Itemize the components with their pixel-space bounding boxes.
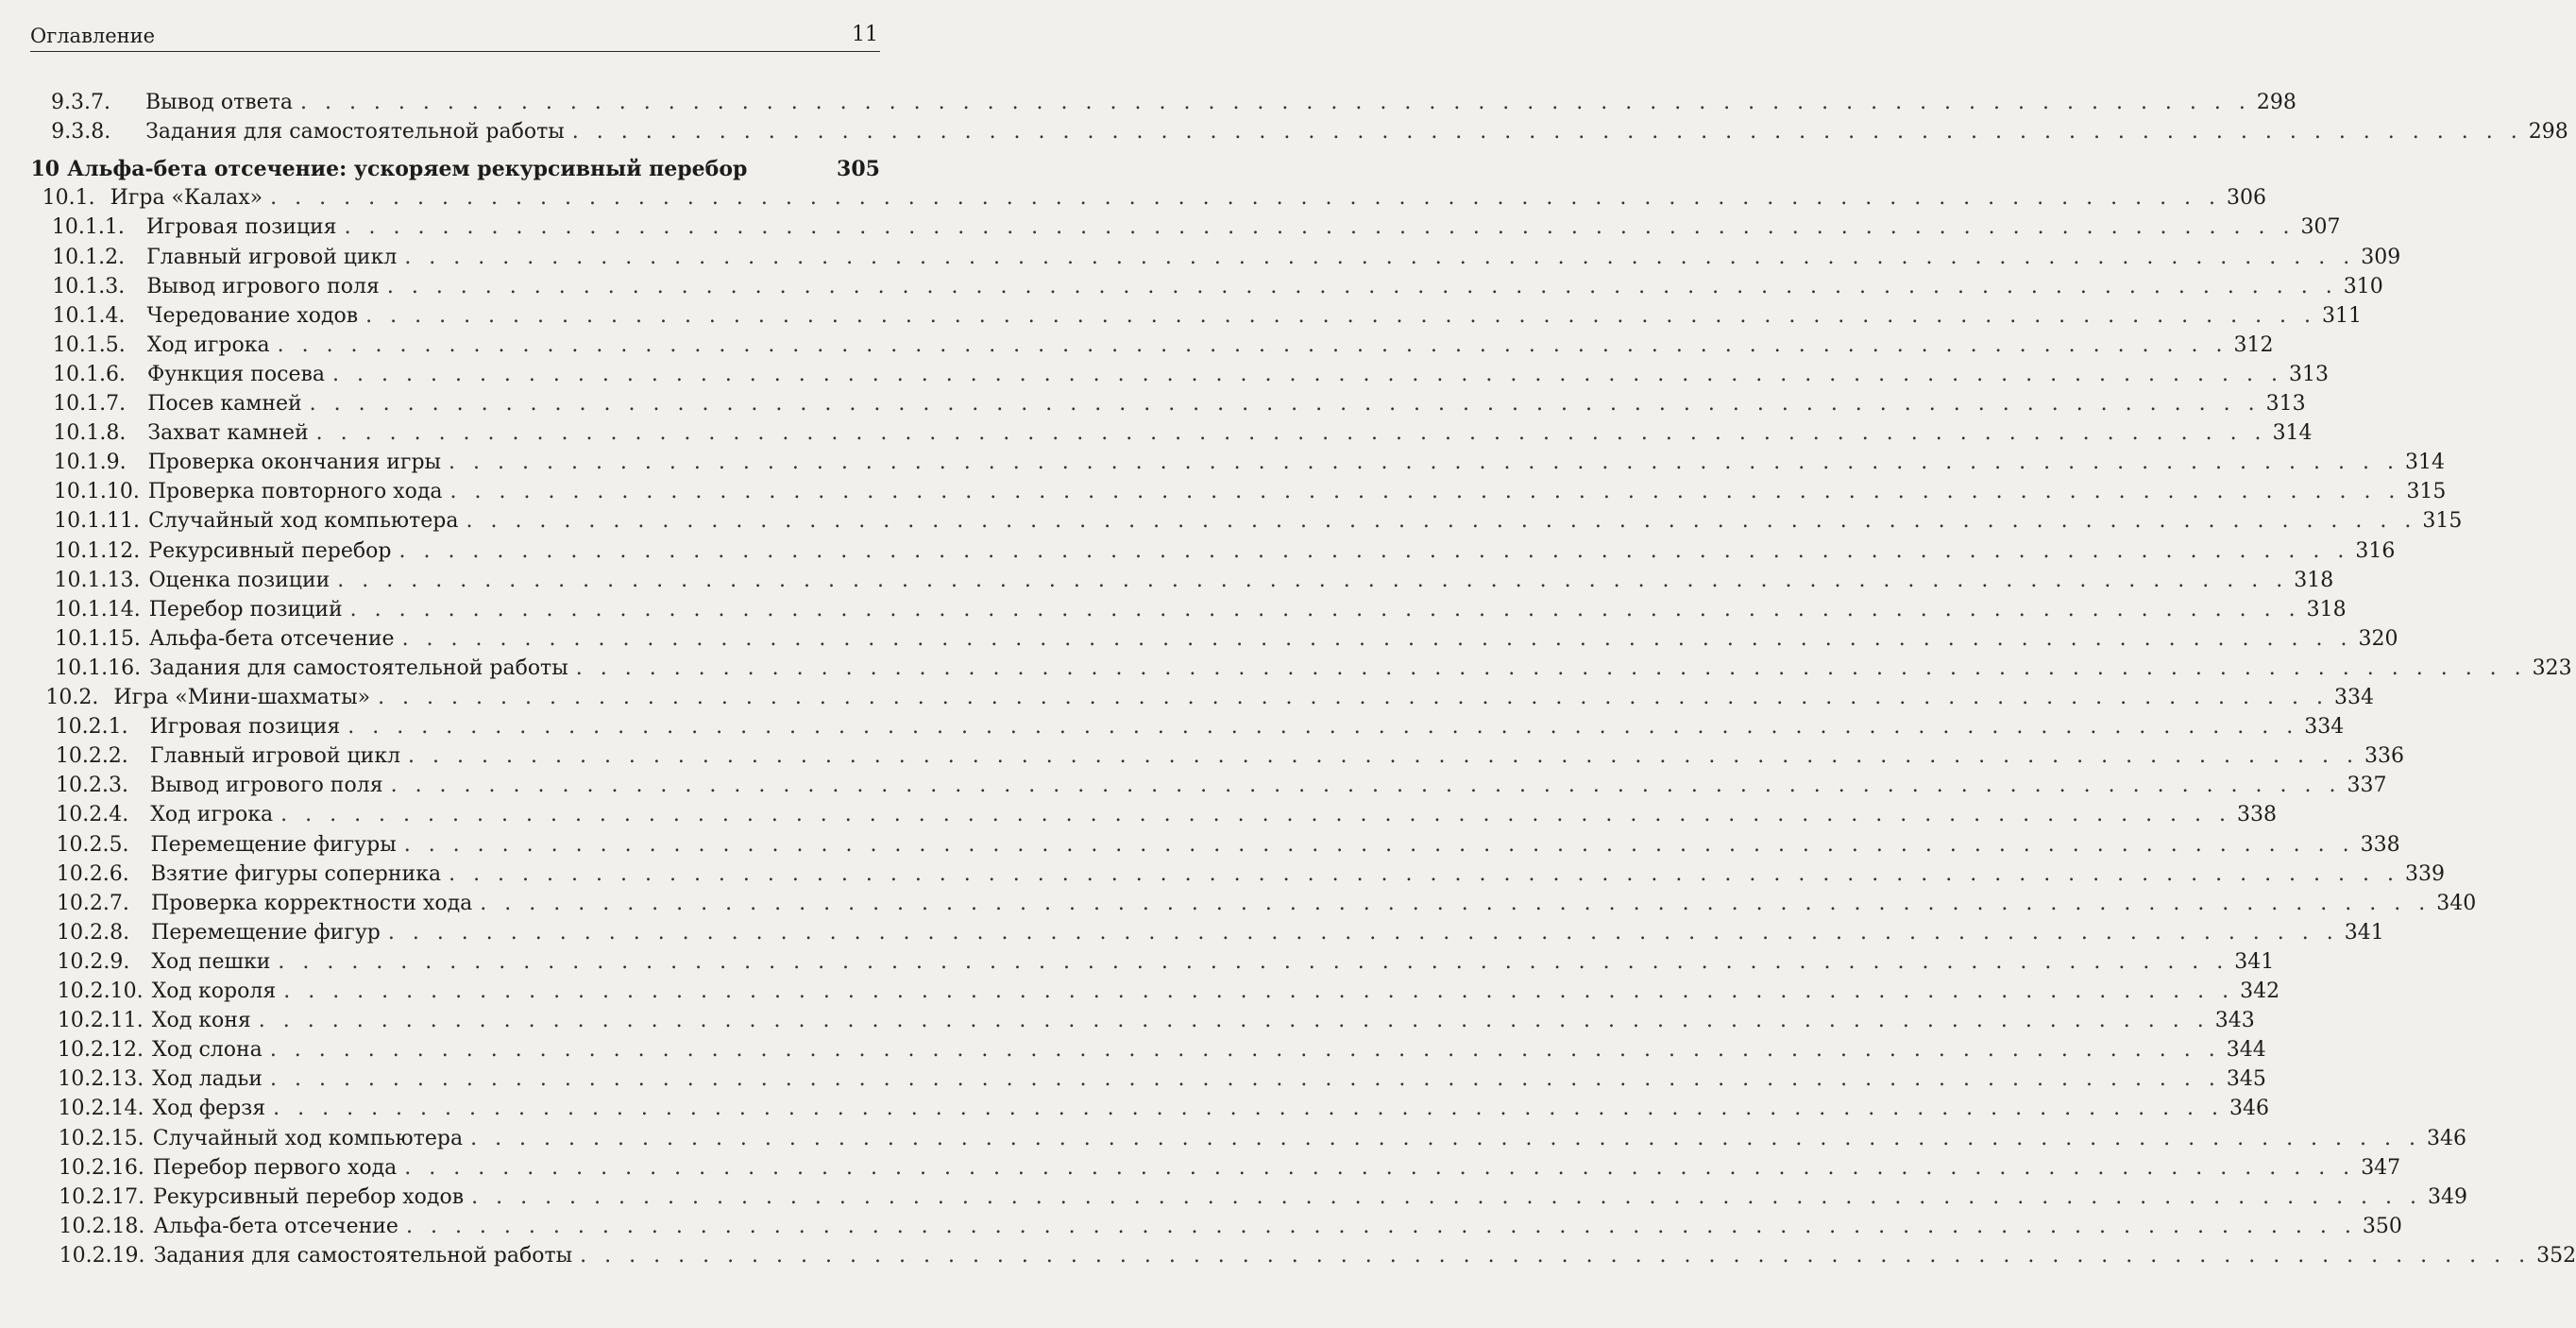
- dot-leader: . . . . . . . . . . . . . . . . . . . . . . . . . . . . . . . . . . . . . . . . . . . . . . . . . . . . . . . . . . . . . . . . . . . . . . . . . . . . . . . .: [309, 392, 2261, 416]
- toc-entry-title: Вывод игрового поля: [146, 274, 380, 298]
- toc-entry-title: Ход ладьи: [152, 1067, 263, 1092]
- toc-chapter-row[interactable]: [30, 157, 880, 186]
- toc-subsection-row[interactable]: [55, 715, 2345, 744]
- toc-entry-title: Игровая позиция: [145, 215, 337, 240]
- toc-entry-title: Игровая позиция: [149, 715, 341, 740]
- toc-subsection-row[interactable]: [57, 979, 2280, 1009]
- toc-subsection-row[interactable]: [54, 568, 2334, 598]
- dot-leader: . . . . . . . . . . . . . . . . . . . . . . . . . . . . . . . . . . . . . . . . . . . . . . . . . . . . . . . . . . . . . . . . . . . . . . . . . . . . . . . .: [270, 186, 2222, 211]
- toc-entry-page: 346: [2427, 1126, 2466, 1150]
- toc-entry-page: 341: [2344, 920, 2384, 945]
- toc-entry-title: Главный игровой цикл: [146, 245, 398, 269]
- toc-entry-number: 10.2.7.: [56, 891, 129, 915]
- toc-subsection-row[interactable]: [54, 538, 2396, 569]
- dot-leader: . . . . . . . . . . . . . . . . . . . . . . . . . . . . . . . . . . . . . . . . . . . . . . . . . . . . . . . . . . . . . . . . . . . . . . . . . . . . . . . .: [283, 979, 2235, 1003]
- toc-subsection-row[interactable]: [51, 91, 2296, 120]
- toc-subsection-row[interactable]: [52, 303, 2363, 333]
- toc-entry-page: 315: [2406, 480, 2447, 504]
- toc-entry-title: Ход игрока: [146, 332, 270, 357]
- toc-entry-page: 342: [2240, 979, 2280, 1003]
- dot-leader: . . . . . . . . . . . . . . . . . . . . . . . . . . . . . . . . . . . . . . . . . . . . . . . . . . . . . . . . . . . . . . . . . . . . . . . . . . . . . . . .: [273, 1097, 2225, 1121]
- toc-entry-page: 352: [2536, 1243, 2576, 1268]
- toc-subsection-row[interactable]: [55, 655, 2572, 686]
- toc-entry-page: 313: [2288, 362, 2329, 386]
- toc-entry-title: Проверка корректности хода: [150, 891, 473, 915]
- toc-entry-title: Оценка позиции: [148, 568, 330, 592]
- toc-entry-number: 10.1.2.: [52, 245, 126, 269]
- dot-leader: . . . . . . . . . . . . . . . . . . . . . . . . . . . . . . . . . . . . . . . . . . . . . . . . . . . . . . . . . . . . . . . . . . . . . . . . . . . . . . . .: [449, 861, 2399, 886]
- toc-entry-number: 10.1.16.: [55, 655, 142, 680]
- toc-entry-number: 10.2.9.: [57, 949, 130, 974]
- toc-subsection-row[interactable]: [57, 949, 2275, 979]
- dot-leader: . . . . . . . . . . . . . . . . . . . . . . . . . . . . . . . . . . . . . . . . . . . . . . . . . . . . . . . . . . . . . . . . . . . . . . . . . . . . . . . .: [269, 1067, 2221, 1092]
- toc-entry-page: 349: [2428, 1184, 2468, 1209]
- toc-entry-number: 10.2.4.: [56, 803, 129, 827]
- toc-entry-title: Вывод ответа: [145, 91, 293, 114]
- toc-entry-page: 337: [2347, 774, 2387, 798]
- toc-entry-number: 10.1.3.: [52, 274, 126, 298]
- toc-entry-number: 10.2.5.: [56, 832, 129, 857]
- toc-entry-number: 10.1.7.: [53, 392, 127, 416]
- toc-entry-page: 320: [2358, 626, 2398, 651]
- dot-leader: . . . . . . . . . . . . . . . . . . . . . . . . . . . . . . . . . . . . . . . . . . . . . . . . . . . . . . . . . . . . . . . . . . . . . . . . . . . . . . . .: [280, 803, 2232, 827]
- toc-entry-title: Чередование ходов: [146, 303, 359, 328]
- dot-leader: . . . . . . . . . . . . . . . . . . . . . . . . . . . . . . . . . . . . . . . . . . . . . . . . . . . . . . . . . . . . . . . . . . . . . . . . . . . . . . . .: [571, 120, 2523, 145]
- toc-entry-number: 10.1.: [42, 186, 95, 211]
- toc-entry-number: 10.2.19.: [59, 1243, 145, 1268]
- toc-section-row[interactable]: [42, 186, 2267, 215]
- toc-subsection-row[interactable]: [55, 744, 2404, 774]
- toc-entry-number: 10.2.13.: [58, 1067, 144, 1092]
- toc-entry-number: 10.1.10.: [53, 480, 140, 504]
- dot-leader: . . . . . . . . . . . . . . . . . . . . . . . . . . . . . . . . . . . . . . . . . . . . . . . . . . . . . . . . . . . . . . . . . . . . . . . . . . . . . . . .: [575, 655, 2527, 680]
- toc-entry-title: Альфа-бета отсечение: ускоряем рекурсивный перебор: [67, 157, 748, 182]
- toc-entry-title: Игра «Мини-шахматы»: [113, 686, 371, 709]
- toc-entry-number: 10.2.2.: [55, 744, 128, 769]
- dot-leader: . . . . . . . . . . . . . . . . . . . . . . . . . . . . . . . . . . . . . . . . . . . . . . . . . . . . . . . . . . . . . . . . . . . . . . . . . . . . . . . .: [449, 451, 2399, 475]
- toc-entry-title: Посев камней: [147, 392, 302, 416]
- dot-leader: . . . . . . . . . . . . . . . . . . . . . . . . . . . . . . . . . . . . . . . . . . . . . . . . . . . . . . . . . . . . . . . . . . . . . . . . . . . . . . . .: [403, 832, 2355, 857]
- toc-entry-title: Перебор позиций: [148, 597, 343, 621]
- dot-leader: . . . . . . . . . . . . . . . . . . . . . . . . . . . . . . . . . . . . . . . . . . . . . . . . . . . . . . . . . . . . . . . . . . . . . . . . . . . . . . . .: [398, 538, 2350, 563]
- toc-entry-title: Вывод игрового поля: [150, 774, 383, 798]
- dot-leader: . . . . . . . . . . . . . . . . . . . . . . . . . . . . . . . . . . . . . . . . . . . . . . . . . . . . . . . . . . . . . . . . . . . . . . . . . . . . . . . .: [258, 1009, 2210, 1033]
- toc-entry-page: 306: [2227, 186, 2267, 211]
- toc-entry-page: 312: [2233, 332, 2274, 357]
- toc-subsection-row[interactable]: [52, 362, 2329, 392]
- toc-entry-title: Перемещение фигуры: [150, 832, 397, 857]
- toc-entry-title: Взятие фигуры соперника: [150, 861, 442, 886]
- toc-entry-title: Задания для самостоятельной работы: [153, 1243, 573, 1268]
- dot-leader: . . . . . . . . . . . . . . . . . . . . . . . . . . . . . . . . . . . . . . . . . . . . . . . . . . . . . . . . . . . . . . . . . . . . . . . . . . . . . . . .: [278, 949, 2229, 974]
- toc-subsection-row[interactable]: [56, 803, 2278, 832]
- toc-subsection-row[interactable]: [54, 509, 2463, 538]
- toc-entry-title: Альфа-бета отсечение: [148, 626, 395, 651]
- dot-leader: . . . . . . . . . . . . . . . . . . . . . . . . . . . . . . . . . . . . . . . . . . . . . . . . . . . . . . . . . . . . . . . . . . . . . . . . . . . . . . . .: [347, 715, 2299, 740]
- dot-leader: . . . . . . . . . . . . . . . . . . . . . . . . . . . . . . . . . . . . . . . . . . . . . . . . . . . . . . . . . . . . . . . . . . . . . . . . . . . . . . . .: [404, 1155, 2356, 1180]
- dot-leader: . . . . . . . . . . . . . . . . . . . . . . . . . . . . . . . . . . . . . . . . . . . . . . . . . . . . . . . . . . . . . . . . . . . . . . . . . . . . . . . .: [408, 744, 2359, 769]
- toc-entry-page: 298: [2256, 91, 2296, 114]
- toc-entry-number: 10.2.11.: [57, 1009, 144, 1033]
- toc-entry-number: 10.1.6.: [52, 362, 126, 386]
- toc-subsection-row[interactable]: [51, 120, 2568, 149]
- toc-subsection-row[interactable]: [54, 597, 2347, 627]
- dot-leader: . . . . . . . . . . . . . . . . . . . . . . . . . . . . . . . . . . . . . . . . . . . . . . . . . . . . . . . . . . . . . . . . . . . . . . . . . . . . . . . .: [405, 1214, 2357, 1238]
- toc-subsection-row[interactable]: [53, 392, 2306, 421]
- toc-entry-title: Проверка окончания игры: [147, 451, 442, 475]
- dot-leader: . . . . . . . . . . . . . . . . . . . . . . . . . . . . . . . . . . . . . . . . . . . . . . . . . . . . . . . . . . . . . . . . . . . . . . . . . . . . . . . .: [480, 891, 2432, 915]
- toc-subsection-row[interactable]: [56, 774, 2387, 803]
- toc-entry-page: 343: [2214, 1009, 2255, 1033]
- toc-entry-number: 10.1.15.: [54, 626, 141, 651]
- toc-entry-title: Перемещение фигур: [151, 920, 381, 945]
- toc-subsection-row[interactable]: [53, 480, 2447, 509]
- toc-entry-number: 10.1.1.: [51, 215, 125, 240]
- toc-entry-number: 10.2.12.: [58, 1038, 144, 1063]
- toc-entry-title: Захват камней: [147, 421, 309, 446]
- toc-entry-title: Альфа-бета отсечение: [153, 1214, 398, 1238]
- dot-leader: . . . . . . . . . . . . . . . . . . . . . . . . . . . . . . . . . . . . . . . . . . . . . . . . . . . . . . . . . . . . . . . . . . . . . . . . . . . . . . . .: [277, 332, 2229, 357]
- page-number: 11: [852, 23, 878, 46]
- dot-leader: . . . . . . . . . . . . . . . . . . . . . . . . . . . . . . . . . . . . . . . . . . . . . . . . . . . . . . . . . . . . . . . . . . . . . . . . . . . . . . . .: [337, 568, 2289, 592]
- dot-leader: . . . . . . . . . . . . . . . . . . . . . . . . . . . . . . . . . . . . . . . . . . . . . . . . . . . . . . . . . . . . . . . . . . . . . . . . . . . . . . . .: [580, 1243, 2532, 1268]
- toc-entry-page: 318: [2306, 597, 2347, 621]
- toc-entry-page: 339: [2405, 861, 2445, 886]
- toc-entry-title: Задания для самостоятельной работы: [149, 655, 568, 680]
- toc-subsection-row[interactable]: [54, 626, 2398, 656]
- toc-entry-page: 314: [2404, 451, 2445, 475]
- dot-leader: . . . . . . . . . . . . . . . . . . . . . . . . . . . . . . . . . . . . . . . . . . . . . . . . . . . . . . . . . . . . . . . . . . . . . . . . . . . . . . . .: [471, 1184, 2423, 1209]
- toc-entry-page: 298: [2528, 120, 2568, 145]
- toc-entry-title: Ход ферзя: [152, 1097, 266, 1121]
- toc-subsection-row[interactable]: [58, 1155, 2401, 1185]
- toc-entry-number: 10.2.10.: [57, 979, 144, 1003]
- toc-entry-number: 10.1.9.: [53, 451, 127, 475]
- toc-subsection-row[interactable]: [59, 1184, 2468, 1215]
- toc-subsection-row[interactable]: [52, 332, 2274, 363]
- toc-entry-number: 10.2.16.: [58, 1155, 144, 1180]
- toc-entry-number: 10.1.4.: [52, 303, 126, 328]
- dot-leader: . . . . . . . . . . . . . . . . . . . . . . . . . . . . . . . . . . . . . . . . . . . . . . . . . . . . . . . . . . . . . . . . . . . . . . . . . . . . . . . .: [344, 215, 2296, 240]
- toc-entry-number: 9.3.8.: [51, 120, 111, 145]
- toc-subsection-row[interactable]: [56, 891, 2477, 921]
- dot-leader: . . . . . . . . . . . . . . . . . . . . . . . . . . . . . . . . . . . . . . . . . . . . . . . . . . . . . . . . . . . . . . . . . . . . . . . . . . . . . . . .: [299, 91, 2251, 114]
- toc-entry-number: 10.1.8.: [53, 421, 127, 446]
- toc-entry-title: Функция посева: [146, 362, 326, 386]
- toc-subsection-row[interactable]: [52, 245, 2401, 275]
- toc-entry-title: Случайный ход компьютера: [148, 509, 459, 534]
- toc-entry-title: Ход короля: [151, 979, 277, 1003]
- toc-entry-page: 345: [2226, 1067, 2266, 1092]
- toc-entry-title: Главный игровой цикл: [149, 744, 401, 769]
- dot-leader: . . . . . . . . . . . . . . . . . . . . . . . . . . . . . . . . . . . . . . . . . . . . . . . . . . . . . . . . . . . . . . . . . . . . . . . . . . . . . . . .: [365, 303, 2317, 328]
- dot-leader: . . . . . . . . . . . . . . . . . . . . . . . . . . . . . . . . . . . . . . . . . . . . . . . . . . . . . . . . . . . . . . . . . . . . . . . . . . . . . . . .: [401, 626, 2353, 651]
- toc-entry-number: 10.2.3.: [56, 774, 129, 798]
- toc-entry-number: 10.2.6.: [56, 861, 129, 886]
- toc-subsection-row[interactable]: [58, 1038, 2266, 1067]
- toc-subsection-row[interactable]: [58, 1126, 2466, 1156]
- dot-leader: . . . . . . . . . . . . . . . . . . . . . . . . . . . . . . . . . . . . . . . . . . . . . . . . . . . . . . . . . . . . . . . . . . . . . . . . . . . . . . . .: [332, 362, 2283, 386]
- dot-leader: . . . . . . . . . . . . . . . . . . . . . . . . . . . . . . . . . . . . . . . . . . . . . . . . . . . . . . . . . . . . . . . . . . . . . . . . . . . . . . . .: [349, 597, 2301, 621]
- toc-entry-number: 10.2.: [45, 686, 99, 709]
- toc-entry-page: 318: [2294, 568, 2334, 592]
- dot-leader: . . . . . . . . . . . . . . . . . . . . . . . . . . . . . . . . . . . . . . . . . . . . . . . . . . . . . . . . . . . . . . . . . . . . . . . . . . . . . . . .: [404, 245, 2356, 269]
- toc-entry-page: 334: [2304, 715, 2345, 740]
- toc-entry-number: 10: [30, 157, 60, 182]
- toc-entry-title: Рекурсивный перебор: [148, 538, 392, 563]
- toc-subsection-row[interactable]: [59, 1243, 2576, 1273]
- toc-entry-title: Ход пешки: [151, 949, 271, 974]
- toc-section-row[interactable]: [45, 686, 2374, 715]
- toc-entry-title: Перебор первого хода: [152, 1155, 398, 1180]
- toc-entry-number: 10.2.1.: [55, 715, 128, 740]
- toc-entry-number: 9.3.7.: [51, 91, 110, 114]
- toc-subsection-row[interactable]: [57, 1009, 2255, 1038]
- toc-entry-number: 10.2.15.: [58, 1126, 144, 1150]
- dot-leader: . . . . . . . . . . . . . . . . . . . . . . . . . . . . . . . . . . . . . . . . . . . . . . . . . . . . . . . . . . . . . . . . . . . . . . . . . . . . . . . .: [386, 274, 2338, 298]
- toc-entry-page: 316: [2355, 538, 2396, 563]
- toc-entry-number: 10.2.17.: [59, 1184, 145, 1209]
- toc-entry-title: Рекурсивный перебор ходов: [153, 1184, 465, 1209]
- dot-leader: . . . . . . . . . . . . . . . . . . . . . . . . . . . . . . . . . . . . . . . . . . . . . . . . . . . . . . . . . . . . . . . . . . . . . . . . . . . . . . . .: [315, 421, 2267, 446]
- toc-subsection-row[interactable]: [52, 274, 2383, 304]
- toc-subsection-row[interactable]: [56, 861, 2445, 892]
- toc-entry-page: 341: [2234, 949, 2275, 974]
- toc-entry-page: 338: [2237, 803, 2278, 827]
- toc-subsection-row[interactable]: [58, 1097, 2270, 1126]
- toc-entry-title: Случайный ход компьютера: [152, 1126, 464, 1150]
- toc-entry-page: 307: [2300, 215, 2341, 240]
- toc-entry-title: Ход слона: [152, 1038, 263, 1063]
- toc-entry-number: 10.2.8.: [57, 920, 130, 945]
- dot-leader: . . . . . . . . . . . . . . . . . . . . . . . . . . . . . . . . . . . . . . . . . . . . . . . . . . . . . . . . . . . . . . . . . . . . . . . . . . . . . . . .: [390, 774, 2342, 798]
- toc-entry-title: Проверка повторного хода: [147, 480, 443, 504]
- dot-leader: . . . . . . . . . . . . . . . . . . . . . . . . . . . . . . . . . . . . . . . . . . . . . . . . . . . . . . . . . . . . . . . . . . . . . . . . . . . . . . . .: [378, 686, 2329, 709]
- toc-entry-page: 305: [837, 157, 880, 182]
- toc-entry-number: 10.1.5.: [52, 332, 126, 357]
- toc-entry-page: 346: [2229, 1097, 2270, 1121]
- toc-entry-page: 323: [2532, 655, 2572, 680]
- toc-entry-page: 340: [2436, 891, 2477, 915]
- toc-entry-page: 315: [2422, 509, 2463, 534]
- toc-entry-page: 310: [2343, 274, 2383, 298]
- toc-subsection-row[interactable]: [53, 451, 2445, 480]
- toc-entry-title: Задания для самостоятельной работы: [145, 120, 565, 145]
- toc-entry-page: 309: [2361, 245, 2401, 269]
- toc-subsection-row[interactable]: [56, 832, 2400, 862]
- toc-entry-number: 10.1.12.: [54, 538, 141, 563]
- toc-entry-number: 10.2.14.: [58, 1097, 144, 1121]
- toc-entry-title: Ход игрока: [150, 803, 274, 827]
- toc-entry-page: 338: [2360, 832, 2400, 857]
- toc-subsection-row[interactable]: [51, 215, 2341, 245]
- toc-entry-page: 336: [2364, 744, 2404, 769]
- toc-entry-page: 311: [2322, 303, 2363, 328]
- toc-subsection-row[interactable]: [57, 920, 2384, 950]
- toc-entry-number: 10.2.18.: [59, 1214, 145, 1238]
- toc-entry-title: Ход коня: [151, 1009, 251, 1033]
- toc-entry-number: 10.1.13.: [54, 568, 141, 592]
- toc-entry-number: 10.1.11.: [54, 509, 141, 534]
- toc-subsection-row[interactable]: [53, 421, 2313, 451]
- toc-entry-page: 314: [2272, 421, 2313, 446]
- dot-leader: . . . . . . . . . . . . . . . . . . . . . . . . . . . . . . . . . . . . . . . . . . . . . . . . . . . . . . . . . . . . . . . . . . . . . . . . . . . . . . . .: [466, 509, 2417, 534]
- toc-entry-page: 350: [2362, 1214, 2402, 1238]
- toc-entry-title: Игра «Калах»: [110, 186, 263, 211]
- toc-entry-page: 334: [2333, 686, 2374, 709]
- running-head-title: Оглавление: [30, 25, 156, 47]
- dot-leader: . . . . . . . . . . . . . . . . . . . . . . . . . . . . . . . . . . . . . . . . . . . . . . . . . . . . . . . . . . . . . . . . . . . . . . . . . . . . . . . .: [449, 480, 2401, 504]
- toc-subsection-row[interactable]: [58, 1067, 2266, 1097]
- toc-entry-page: 313: [2265, 392, 2306, 416]
- dot-leader: . . . . . . . . . . . . . . . . . . . . . . . . . . . . . . . . . . . . . . . . . . . . . . . . . . . . . . . . . . . . . . . . . . . . . . . . . . . . . . . .: [470, 1126, 2421, 1150]
- toc-entry-page: 344: [2226, 1038, 2266, 1063]
- toc-subsection-row[interactable]: [59, 1214, 2402, 1244]
- dot-leader: . . . . . . . . . . . . . . . . . . . . . . . . . . . . . . . . . . . . . . . . . . . . . . . . . . . . . . . . . . . . . . . . . . . . . . . . . . . . . . . .: [387, 920, 2339, 945]
- dot-leader: . . . . . . . . . . . . . . . . . . . . . . . . . . . . . . . . . . . . . . . . . . . . . . . . . . . . . . . . . . . . . . . . . . . . . . . . . . . . . . . .: [269, 1038, 2221, 1063]
- toc-entry-page: 347: [2361, 1155, 2401, 1180]
- toc-entry-number: 10.1.14.: [54, 597, 141, 621]
